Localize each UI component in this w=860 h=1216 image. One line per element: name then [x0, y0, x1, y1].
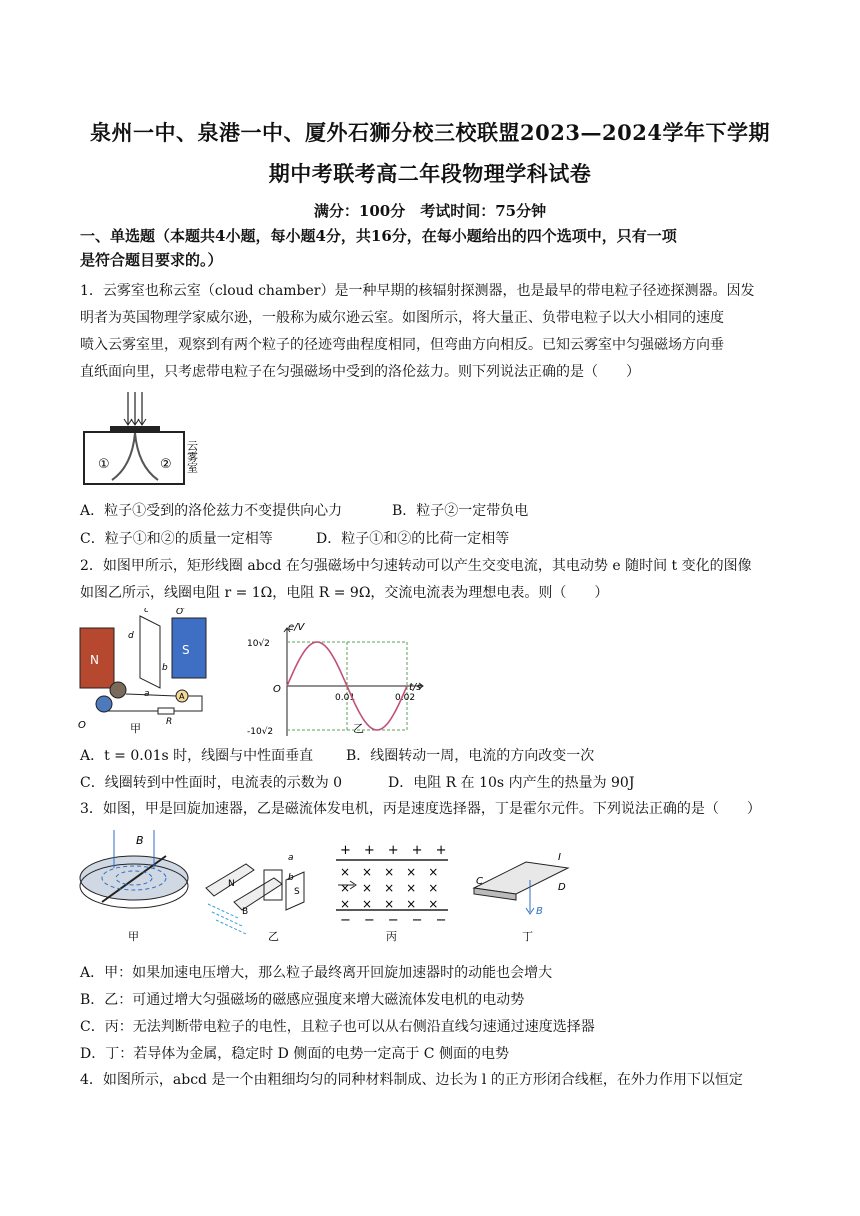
fig-yi-label: 乙	[353, 722, 364, 735]
particle-2-label: ②	[160, 457, 172, 472]
svg-text:O: O	[78, 720, 86, 731]
q3-option-b[interactable]: B．乙：可通过增大匀强磁场的磁感应强度来增大磁流体发电机的电动势	[80, 992, 525, 1008]
section-heading-2: 是符合题目要求的。）	[80, 251, 223, 269]
chart-y-tick-label: 10√2	[247, 639, 270, 649]
q2-option-a[interactable]: A．t = 0.01s 时，线圈与中性面垂直	[80, 748, 314, 764]
svg-text:+ + + + +: + + + + +	[340, 843, 447, 858]
svg-text:a: a	[288, 853, 294, 863]
q1-option-b[interactable]: B．粒子②一定带负电	[392, 503, 529, 519]
q2-line1: 2．如图甲所示，矩形线圈 abcd 在匀强磁场中匀速转动可以产生交变电流，其电动势 e 随时间 t 变化的图像	[80, 558, 752, 574]
exam-title-line1: 泉州一中、泉港一中、厦外石狮分校三校联盟2023—2024学年下学期	[90, 120, 770, 145]
svg-text:I: I	[558, 852, 561, 863]
q1-option-c[interactable]: C．粒子①和②的质量一定相等	[80, 531, 273, 547]
svg-text:D: D	[558, 882, 566, 893]
svg-text:× × × × ×: × × × × ×	[340, 897, 439, 911]
svg-text:N: N	[90, 653, 99, 667]
svg-text:N: N	[228, 879, 235, 889]
svg-text:B: B	[536, 906, 543, 917]
cyclotron-figure	[80, 830, 188, 943]
q2-option-c[interactable]: C．线圈转到中性面时，电流表的示数为 0	[80, 775, 343, 791]
emf-chart	[243, 616, 428, 736]
svg-text:C: C	[476, 876, 483, 887]
svg-text:A: A	[179, 692, 185, 701]
generator-figure	[78, 608, 213, 736]
svg-text:b: b	[162, 663, 168, 673]
svg-text:b: b	[288, 873, 294, 883]
svg-text:d: d	[128, 631, 134, 641]
svg-text:S: S	[182, 643, 190, 657]
svg-text:× × × × ×: × × × × ×	[340, 865, 439, 879]
cloud-chamber-side-label: 云雾室	[185, 440, 199, 473]
q2-line2: 如图乙所示，线圈电阻 r = 1Ω，电阻 R = 9Ω，交流电流表为理想电表。则（ ）	[80, 585, 609, 601]
chart-ylabel: e/V	[288, 622, 305, 633]
q1-line1: 1．云雾室也称云室（cloud chamber）是一种早期的核辐射探测器，也是最早的带电粒子径迹探测器。因发	[80, 283, 755, 299]
q3-figures	[78, 828, 798, 948]
fig-label-jia: 甲	[128, 930, 139, 943]
svg-text:a: a	[144, 689, 150, 699]
mhd-generator-figure	[206, 853, 304, 943]
q3-option-c[interactable]: C．丙：无法判断带电粒子的电性，且粒子也可以从右侧沿直线匀速通过速度选择器	[80, 1019, 595, 1035]
score-time: 满分：100分 考试时间：75分钟	[313, 202, 547, 220]
q4-line1: 4．如图所示，abcd 是一个由粗细均匀的同种材料制成、边长为 l 的正方形闭合线框，在外力作用下以恒定	[80, 1072, 743, 1088]
svg-text:S: S	[294, 887, 300, 897]
q1-line4: 直纸面向里，只考虑带电粒子在匀强磁场中受到的洛伦兹力。则下列说法正确的是（ ）	[80, 364, 640, 380]
svg-text:× × × × ×: × × × × ×	[340, 881, 439, 895]
chart-xlabel: t/s	[409, 682, 422, 693]
chart-x-tick-label: 0.01	[335, 693, 356, 703]
velocity-selector-figure	[336, 843, 448, 943]
q3-line1: 3．如图，甲是回旋加速器，乙是磁流体发电机，丙是速度选择器，丁是霍尔元件。下列说法正确的是（ ）	[80, 801, 761, 817]
hall-element-figure	[474, 852, 568, 943]
q3-option-a[interactable]: A．甲：如果加速电压增大，那么粒子最终离开回旋加速器时的动能也会增大	[80, 965, 553, 981]
exam-title-line2: 期中考联考高二年段物理学科试卷	[268, 161, 592, 186]
svg-text:B: B	[136, 834, 144, 847]
q1-option-a[interactable]: A．粒子①受到的洛伦兹力不变提供向心力	[80, 503, 343, 519]
svg-text:− − − − −: − − − − −	[340, 913, 447, 928]
section-heading-1: 一、单选题（本题共4小题，每小题4分，共16分，在每小题给出的四个选项中，只有一项	[80, 227, 677, 245]
chart-x-tick-label: 0.02	[395, 693, 416, 703]
q2-option-d[interactable]: D．电阻 R 在 10s 内产生的热量为 90J	[388, 775, 635, 791]
svg-text:O′: O′	[176, 608, 186, 617]
svg-text:B: B	[242, 907, 249, 917]
cloud-chamber-figure	[80, 388, 210, 488]
q1-option-d[interactable]: D．粒子①和②的比荷一定相等	[316, 531, 510, 547]
chart-y-tick-label: -10√2	[247, 727, 274, 736]
fig-label-bing: 丙	[386, 930, 397, 943]
svg-text:R: R	[166, 717, 173, 727]
fig-label-ding: 丁	[522, 930, 533, 943]
fig-jia-label: 甲	[130, 722, 141, 735]
q1-line3: 喷入云雾室里，观察到有两个粒子的径迹弯曲程度相同，但弯曲方向相反。已知云雾室中匀强磁场方向垂	[80, 337, 724, 353]
fig-label-yi: 乙	[268, 930, 279, 943]
chart-origin-label: O	[273, 684, 281, 695]
q3-option-d[interactable]: D．丁：若导体为金属，稳定时 D 侧面的电势一定高于 C 侧面的电势	[80, 1046, 509, 1062]
q1-line2: 明者为英国物理学家威尔逊，一般称为威尔逊云室。如图所示，将大量正、负带电粒子以大小相同的速度	[80, 310, 724, 326]
svg-text:c: c	[144, 608, 149, 615]
particle-1-label: ①	[98, 457, 110, 472]
q2-option-b[interactable]: B．线圈转动一周，电流的方向改变一次	[346, 748, 595, 764]
